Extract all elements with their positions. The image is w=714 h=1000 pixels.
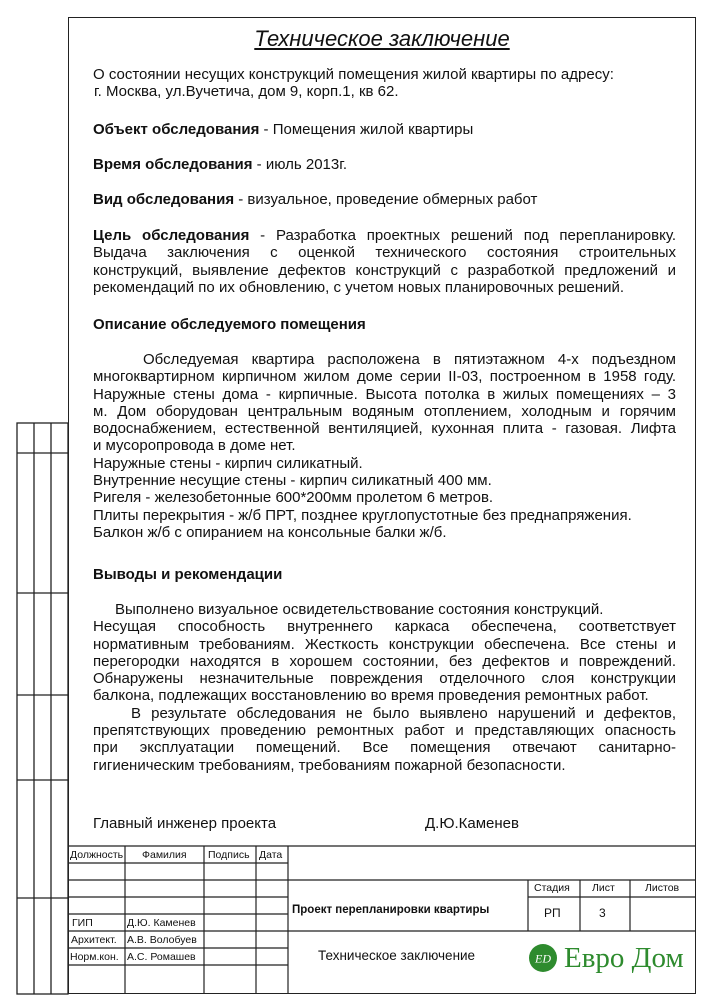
kind-value: - визуальное, проведение обмерных работ: [234, 191, 538, 208]
description-line: Наружные стены - кирпич силикатный.: [93, 454, 363, 472]
object-value: - Помещения жилой квартиры: [259, 121, 474, 138]
address-line-1: О состоянии несущих конструкций помещения жилой квартиры по адресу:: [93, 66, 614, 83]
time-value: - июль 2013г.: [252, 156, 348, 173]
conclusions-line: Несущая способность внутреннего каркаса обеспечена, соответствует: [93, 618, 676, 636]
address-line-2: г. Москва, ул.Вучетича, дом 9, корп.1, кв 62.: [94, 83, 399, 101]
conclusions-line: балкона, подлежащих восстановлению во время проведения ремонтных работ.: [93, 687, 649, 705]
conclusions-line: гигиеническим требованиям, требованиям пожарной безопасности.: [93, 756, 566, 774]
stamp-row-name: А.В. Волобуев: [127, 934, 197, 946]
conclusions-heading: Выводы и рекомендации: [93, 566, 283, 583]
description-line: Плиты перекрытия - ж/б ПРТ, позднее круглопустотные без преднапряжения.: [93, 506, 632, 524]
stamp-row-position: Архитект.: [71, 934, 117, 946]
doc-title: Техническое заключение: [318, 948, 476, 963]
conclusions-line: препятствующих проведению ремонтных работ и представляющих опасность: [93, 722, 676, 740]
goal-label: Цель обследования: [93, 227, 250, 244]
sheets-label: Листов: [645, 882, 680, 894]
kind-label: Вид обследования: [93, 191, 235, 208]
description-line: Наружные стены дома - кирпичные. Высота потолка в жилых помещениях – 3: [93, 385, 676, 403]
sheet-value: 3: [599, 906, 606, 920]
description-heading: Описание обследуемого помещения: [93, 316, 366, 333]
conclusions-line: Обнаружены незначительные повреждения отделочного слоя конструкции: [93, 670, 676, 688]
description-line: м. Дом оборудован центральным водяным отоплением, холодным и горячим: [93, 402, 676, 420]
description-line: Внутренние несущие стены - кирпич силикатный 400 мм.: [93, 472, 492, 490]
document-title: Техническое заключение: [254, 26, 510, 51]
col-header-name: Фамилия: [142, 849, 187, 861]
stamp-row-name: Д.Ю. Каменев: [127, 917, 196, 929]
goal-rest: - Разработка проектных решений под перепланировку.: [249, 227, 677, 244]
col-header-position: Должность: [70, 849, 124, 861]
description-line: Ригеля - железобетонные 600*200мм пролетом 6 метров.: [93, 489, 494, 507]
col-header-signature: Подпись: [208, 849, 250, 861]
goal-text-line: Выдача заключения с оценкой технического состояния строительных: [93, 244, 676, 262]
description-line: и мусоропровода в доме нет.: [93, 437, 296, 455]
signature-name: Д.Ю.Каменев: [425, 815, 519, 832]
conclusions-line: перегородки находятся в хорошем состоянии, без дефектов и повреждений.: [93, 652, 676, 670]
conclusions-line: В результате обследования не было выявлено нарушений и дефектов,: [131, 704, 676, 722]
logo-badge-icon: [528, 943, 558, 973]
goal-text-line: конструкций, выявление дефектов конструкций с разработкой предложений и: [93, 261, 676, 279]
description-line: водоснабжением, естественной вентиляцией, кухонная плита - газовая. Лифта: [93, 420, 676, 438]
description-line: многоквартирном кирпичном жилом доме серии II-03, построенном в 1958 году.: [93, 368, 676, 386]
conclusions-line: при эксплуатации помещений. Все помещения отвечают санитарно-: [93, 739, 676, 757]
stage-label: Стадия: [534, 882, 570, 894]
stamp-row-position: ГИП: [72, 917, 93, 929]
stage-value: РП: [544, 906, 561, 920]
sheet-label: Лист: [592, 882, 615, 894]
description-line: Обследуемая квартира расположена в пятиэтажном 4-х подъездном: [143, 351, 676, 368]
conclusions-line: нормативным требованиям. Жесткость конструкции обеспечена. Все стены и: [93, 635, 676, 653]
time-label: Время обследования: [93, 156, 253, 173]
logo-text: Евро Дом: [564, 941, 684, 974]
logo-badge-text: ED: [535, 951, 551, 966]
project-title: Проект перепланировки квартиры: [292, 904, 490, 916]
description-line: Балкон ж/б с опиранием на консольные балки ж/б.: [93, 523, 447, 541]
stamp-row-position: Норм.кон.: [70, 951, 119, 963]
goal-text-line: рекомендаций по их обновлению, с учетом новых планировочных решений.: [93, 278, 625, 296]
stamp-row-name: А.С. Ромашев: [127, 951, 196, 963]
company-logo: [528, 938, 684, 978]
signature-role: Главный инженер проекта: [93, 815, 277, 832]
conclusions-line: Выполнено визуальное освидетельствование состояния конструкций.: [115, 601, 604, 618]
object-label: Объект обследования: [93, 121, 260, 138]
col-header-date: Дата: [259, 849, 283, 861]
